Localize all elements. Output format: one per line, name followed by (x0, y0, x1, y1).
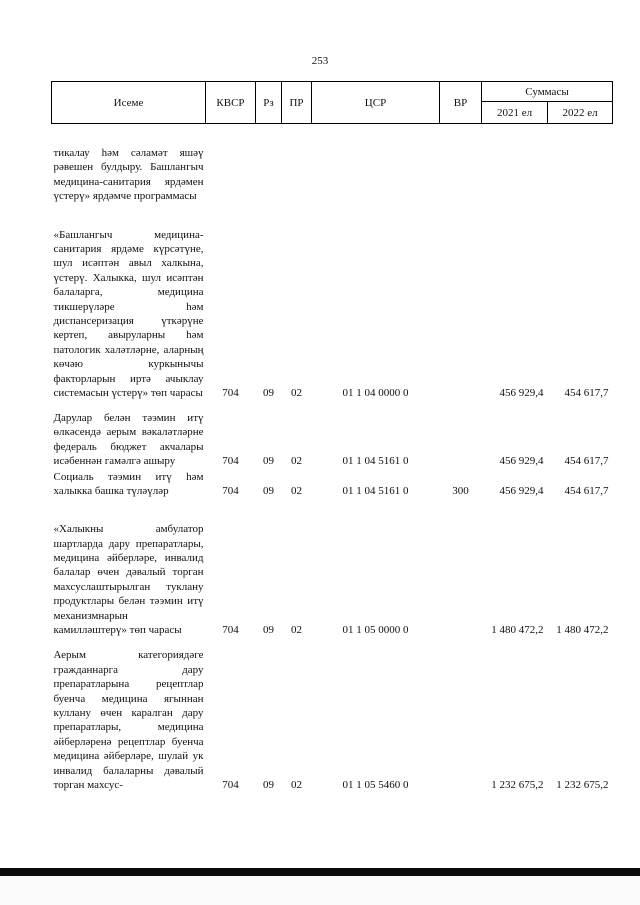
row-rz: 09 (263, 455, 274, 468)
table-row (52, 499, 613, 638)
header-2021: 2021 ел (482, 102, 548, 124)
table-row (52, 401, 613, 469)
row-vr (440, 401, 482, 469)
row-pr (282, 124, 312, 204)
row-vr: 300 (452, 485, 469, 498)
header-name: Исеме (52, 82, 206, 124)
row-name: тикалау һәм сәламәт яшәү рәвешен булдыру. Башлангыч медицина-санитария ярдәмен үстерү» ярдәмче программасы (53, 146, 204, 203)
header-vr: ВР (440, 82, 482, 124)
row-name: Социаль тәэмин итү һәм халыкка башка түләүләр (53, 470, 204, 498)
row-kvsr: 704 (222, 387, 239, 400)
budget-table (51, 81, 613, 793)
row-sum-2021: 456 929,4 (499, 455, 544, 468)
row-pr: 02 (291, 485, 302, 498)
header-pr: ПР (282, 82, 312, 124)
row-pr: 02 (291, 455, 302, 468)
scan-edge (0, 868, 640, 876)
row-name: Аерым категориядәге гражданнарга дару препаратларына рецептлар буенча медицина ягыннан куллану өчен каралган дару препаратлары, медицина әйберләренә рецептлар буенча медицина әйберләре, шулай ук инвалид балаларны дәвалый торган махсус- (53, 649, 204, 792)
row-csr: 01 1 05 0000 0 (342, 624, 409, 637)
row-sum-2022: 454 617,7 (564, 485, 609, 498)
row-name: Дарулар белән тәэмин итү өлкәсендә аерым вәкаләтләрне федераль бюджет акчалары исәбеннән гамәлгә ашыру (53, 411, 204, 468)
row-sum-2022: 454 617,7 (564, 455, 609, 468)
scan-margin (0, 876, 640, 905)
header-2022: 2022 ел (548, 102, 613, 124)
header-sums: Суммасы (482, 82, 613, 102)
row-rz: 09 (263, 485, 274, 498)
page-number: 253 (311, 55, 329, 67)
row-kvsr: 704 (222, 455, 239, 468)
row-sum-2021: 1 232 675,2 (491, 779, 544, 792)
row-pr: 02 (291, 779, 302, 792)
table-row (52, 124, 613, 204)
table-row (52, 204, 613, 401)
row-pr: 02 (291, 387, 302, 400)
header-csr: ЦСР (312, 82, 440, 124)
row-sum-2022: 454 617,7 (564, 387, 609, 400)
row-pr: 02 (291, 624, 302, 637)
row-csr: 01 1 04 5161 0 (342, 455, 409, 468)
row-sum-2022: 1 232 675,2 (556, 779, 609, 792)
row-sum-2021: 456 929,4 (499, 485, 544, 498)
row-sum-2021 (482, 124, 548, 204)
row-kvsr (206, 124, 256, 204)
table-row (52, 469, 613, 499)
row-kvsr: 704 (222, 485, 239, 498)
row-rz: 09 (263, 387, 274, 400)
table-row (52, 638, 613, 793)
row-kvsr: 704 (222, 624, 239, 637)
row-rz: 09 (263, 779, 274, 792)
row-vr (440, 638, 482, 793)
row-name: «Башлангыч медицина-санитария ярдәме күрсәтүне, шул исәптән авыл халкына, үстерү. Халыкка, шул исәптән балаларга, медицина тикшерүләре һәм диспансеризация үткәрүне кертеп, авыруларны һәм патологик халәтләрне, аларның көчәю куркынычы факторларын иртә ачыклау системасын үстерү» төп чарасы (53, 228, 204, 400)
row-vr (440, 124, 482, 204)
row-vr (440, 499, 482, 638)
row-csr: 01 1 05 5460 0 (342, 779, 409, 792)
row-sum-2021: 1 480 472,2 (491, 624, 544, 637)
row-csr (312, 124, 440, 204)
row-kvsr: 704 (222, 779, 239, 792)
row-vr (440, 204, 482, 401)
header-rz: Рз (256, 82, 282, 124)
row-sum-2022 (548, 124, 613, 204)
row-csr: 01 1 04 5161 0 (342, 485, 409, 498)
row-csr: 01 1 04 0000 0 (342, 387, 409, 400)
row-name: «Халыкны амбулатор шартларда дару препаратлары, медицина әйберләре, инвалид балалар өчен дәвалый торган махсуслаштырылган туклану продуктлары белән тәэмин итү механизмнарын камилләштерү» төп чарасы (53, 523, 204, 637)
row-rz (256, 124, 282, 204)
header-kvsr: КВСР (206, 82, 256, 124)
row-rz: 09 (263, 624, 274, 637)
row-sum-2022: 1 480 472,2 (556, 624, 609, 637)
row-sum-2021: 456 929,4 (499, 387, 544, 400)
